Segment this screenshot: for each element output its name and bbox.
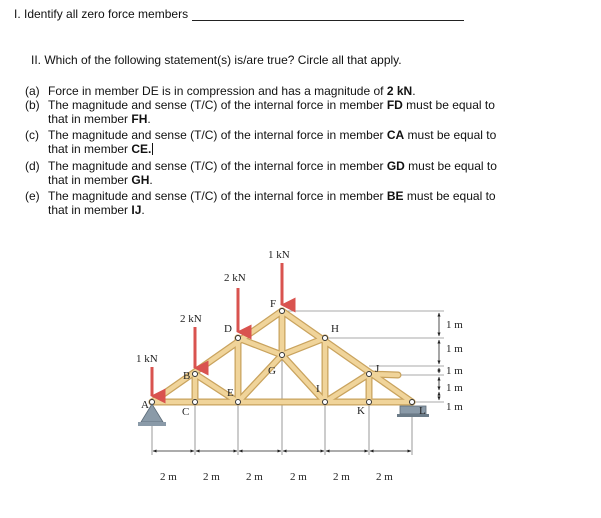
option-c[interactable]: (c) The magnitude and sense (T/C) of the internal force in member CA must be equal to that in member CE. <box>25 128 497 156</box>
span-label-5: 2 m <box>333 471 350 483</box>
span-label-4: 2 m <box>290 471 307 483</box>
load-label-B: 2 kN <box>180 313 202 325</box>
option-a[interactable]: (a) Force in member DE is in compression and has a magnitude of 2 kN. <box>25 84 416 98</box>
option-label: (c) <box>25 128 39 142</box>
option-label: (d) <box>25 159 40 173</box>
option-label: (a) <box>25 84 40 98</box>
joint-label-A: A <box>141 399 149 411</box>
joint-label-H: H <box>331 323 339 335</box>
option-label: (b) <box>25 98 40 112</box>
height-label-2: 1 m <box>446 343 463 355</box>
joint-label-L: L <box>419 405 426 417</box>
joint-label-I: I <box>316 383 320 395</box>
height-label-4: 1 m <box>446 382 463 394</box>
joint-label-B: B <box>183 370 191 382</box>
joint-label-K: K <box>357 405 365 417</box>
load-label-F: 1 kN <box>268 249 290 261</box>
load-label-D: 2 kN <box>224 272 246 284</box>
option-b[interactable]: (b) The magnitude and sense (T/C) of the internal force in member FD must be equal to that in member FH. <box>25 98 495 126</box>
option-e[interactable]: (e) The magnitude and sense (T/C) of the internal force in member BE must be equal to that in member IJ. <box>25 189 496 217</box>
question-2: II. Which of the following statement(s) is/are true? Circle all that apply. <box>31 53 402 67</box>
joint-label-E: E <box>227 387 234 399</box>
span-label-1: 2 m <box>160 471 177 483</box>
joint-label-F: F <box>270 298 277 310</box>
span-label-3: 2 m <box>246 471 263 483</box>
question-1-text: I. Identify all zero force members <box>14 7 189 21</box>
height-label-1: 1 m <box>446 319 463 331</box>
joint-label-G: G <box>268 365 276 377</box>
height-label-3: 1 m <box>446 365 463 377</box>
joint-label-J: J <box>375 363 380 375</box>
span-label-6: 2 m <box>376 471 393 483</box>
span-label-2: 2 m <box>203 471 220 483</box>
load-label-A: 1 kN <box>136 353 158 365</box>
height-label-5: 1 m <box>446 401 463 413</box>
joint-label-C: C <box>182 406 190 418</box>
joint-label-D: D <box>224 323 232 335</box>
option-d[interactable]: (d) The magnitude and sense (T/C) of the internal force in member GD must be equal to that in member GH. <box>25 159 497 187</box>
option-label: (e) <box>25 189 40 203</box>
